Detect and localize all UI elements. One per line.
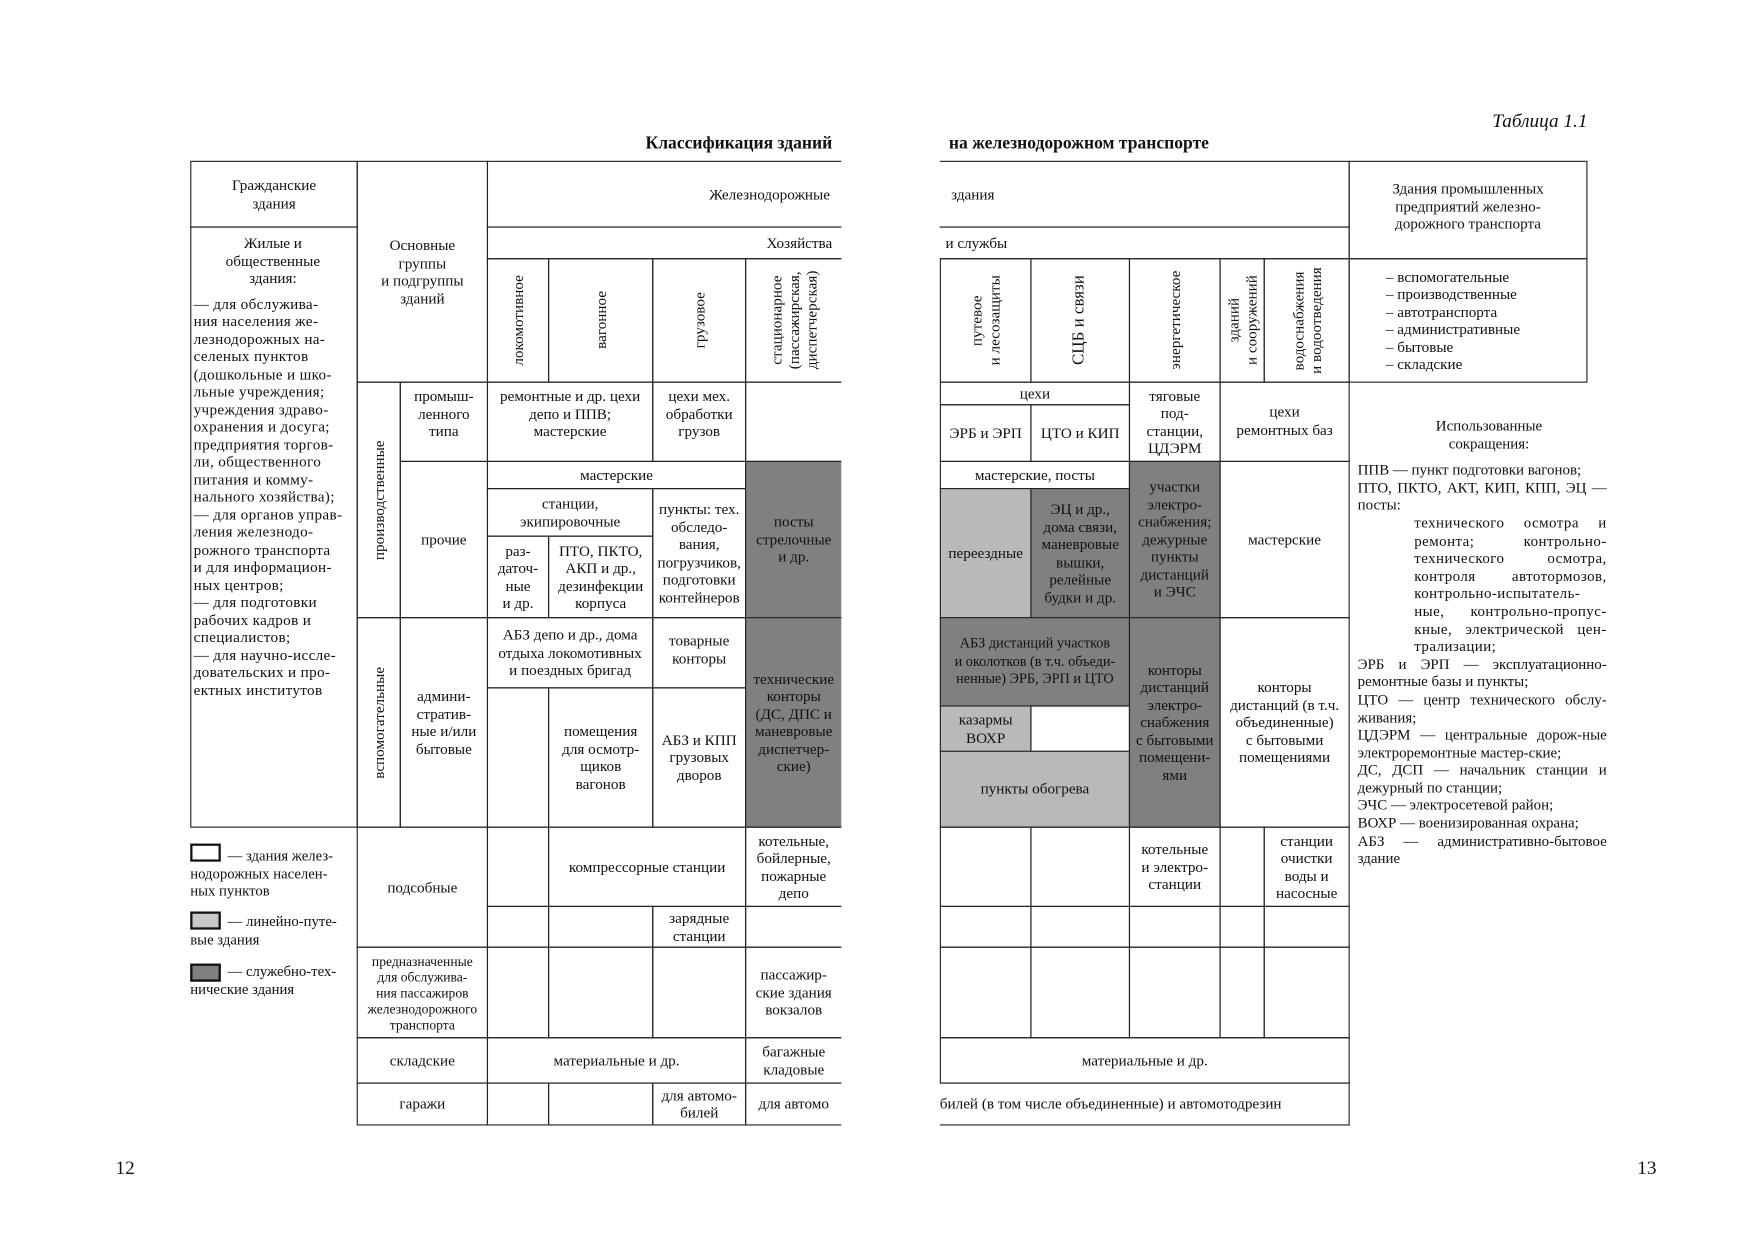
shops: цехи — [940, 382, 1130, 406]
header-water — [1264, 258, 1350, 383]
empty-cell — [487, 947, 549, 1039]
repair-bases: цехи ремонтных баз — [1219, 382, 1349, 462]
empty-cell — [487, 906, 549, 948]
empty-cell — [548, 906, 653, 948]
compressor-stations: компрессорные станции — [548, 827, 746, 907]
header-energy-text: энергетическое — [1165, 270, 1183, 370]
baggage-stores: багажные кладовые — [745, 1037, 841, 1083]
boilers-power: котельные и электро- станции — [1129, 827, 1221, 907]
production-text: производственные — [369, 440, 387, 560]
civil-buildings-header: Гражданские здания — [190, 161, 358, 228]
traction-substations: тяговые под- станции, ЦДЭРМ — [1129, 382, 1221, 462]
boiler-houses: котельные, бойлерные, пожарные депо — [745, 827, 841, 907]
inspector-rooms: помещения для осмотр- щиков вагонов — [548, 687, 653, 827]
inspection-points: пункты: тех. обследо- вания, погрузчиков, подготовки контейнеров — [652, 488, 746, 618]
empty-cell — [652, 947, 746, 1039]
header-scb — [1030, 258, 1130, 383]
empty-cell — [1264, 947, 1350, 1039]
crossings: переездные — [940, 488, 1032, 618]
header-station-text: стационарное (пассажирская, диспетчерская) — [767, 271, 820, 370]
legend-text: — служебно-тех- нические здания — [190, 962, 337, 997]
empty-cell — [487, 1082, 549, 1125]
empty-cell — [1030, 705, 1130, 751]
switch-posts: посты стрелочные и др. — [745, 461, 841, 618]
header-cargo-text: грузовое — [690, 292, 708, 349]
services-header-cont: и службы — [940, 226, 1350, 259]
goods-offices: товарные конторы — [652, 617, 746, 688]
groups-header: Основные группы и подгруппы зданий — [357, 161, 488, 383]
empty-cell — [548, 947, 653, 1039]
empty-cell — [1219, 947, 1264, 1039]
economy-header: Хозяйства — [487, 226, 841, 259]
header-track-text: путевое и лесозащиты — [968, 275, 1003, 366]
table-label: Таблица 1.1 — [1492, 109, 1588, 132]
workshops: мастерские — [487, 461, 746, 489]
civil-buildings-cell — [190, 226, 358, 827]
abz-kpp: АБЗ и КПП грузовых дворов — [652, 687, 746, 827]
industrial-enterprises-header: Здания промышленных предприятий железно- дорожного транспорта — [1349, 161, 1588, 260]
civil-body-heading: Жилые и общественные здания: — [225, 234, 321, 287]
header-scb-text: СЦБ и связи — [1070, 275, 1089, 366]
production-group — [357, 382, 401, 619]
header-track — [940, 258, 1032, 383]
header-wagon — [548, 258, 653, 383]
stations-equip: станции, экипировочные — [487, 488, 653, 537]
water-stations: станции очистки воды и насосные — [1264, 827, 1350, 907]
empty-cell — [487, 827, 549, 907]
passenger-service-group: предназначенные для обслужива- ния пассажиров железнодорожного транспорта — [357, 947, 488, 1039]
abbreviation-item: ПТО, ПКТО, АКТ, КИП, КПП, ЭЦ — посты: — [1357, 478, 1607, 514]
materials: материальные и др. — [487, 1037, 746, 1083]
admin-subgroup: админи- стратив- ные и/или бытовые — [400, 617, 488, 828]
garages-continued: билей (в том числе объединенные) и автомотодрезин — [940, 1082, 1350, 1125]
other-subgroup: прочие — [400, 461, 488, 618]
empty-cell — [1030, 906, 1130, 948]
for-cars-continued: для автомо — [745, 1082, 841, 1125]
subsidiary-group: подсобные — [357, 827, 488, 948]
distribution: раз- даточ- ные и др. — [487, 536, 549, 619]
header-loco-text: локомотивное — [509, 275, 527, 366]
header-loco — [487, 258, 549, 383]
table-title-right: на железнодорожном транспорте — [948, 133, 1209, 153]
charging-stations: зарядные станции — [652, 906, 746, 948]
abbreviation-item: ВОХР — военизированная охрана; — [1357, 814, 1579, 832]
cto-kip: ЦТО и КИП — [1030, 404, 1130, 462]
repair-shops: ремонтные и др. цехи депо и ППВ; мастерские — [487, 382, 653, 462]
empty-cell — [940, 827, 1032, 907]
abbreviations-title: Использованные сокращения: — [1435, 416, 1543, 452]
header-energy — [1129, 258, 1221, 383]
page-number-left: 12 — [115, 1157, 135, 1179]
station-buildings: пассажир- ские здания вокзалов — [745, 947, 841, 1039]
pto-pkto: ПТО, ПКТО, АКП и др., дезинфекции корпуса — [548, 536, 653, 619]
empty-cell — [1030, 827, 1130, 907]
empty-cell — [940, 906, 1032, 948]
workshops-right: мастерские — [1219, 461, 1349, 618]
abz-depot: АБЗ депо и др., дома отдыха локомотивных и поездных бригад — [487, 617, 653, 688]
empty-cell — [745, 906, 841, 948]
materials-right: материальные и др. — [940, 1037, 1350, 1083]
abbreviation-item: ЦТО — центр технического обслу-живания; — [1357, 690, 1607, 726]
empty-cell — [487, 687, 549, 827]
legend-text: — линейно-путе- вые здания — [190, 912, 337, 948]
industrial-list: – вспомогательные – производственные – автотранспорта – административные – бытовые – складские — [1349, 258, 1588, 383]
mech-shops: цехи мех. обработки грузов — [652, 382, 746, 462]
empty-cell — [1129, 906, 1221, 948]
empty-cell — [1264, 906, 1350, 948]
power-offices: конторы дистанций электро- снабжения с бытовыми помещени- ями — [1129, 617, 1221, 828]
abz-distances: АБЗ дистанций участков и околотков (в т.ч. объеди- ненные) ЭРБ, ЭРП и ЦТО — [940, 617, 1130, 706]
abbreviation-item: ДС, ДСП — начальник станции и дежурный по станции; — [1357, 761, 1607, 796]
header-water-text: водоснабжения и водоотведения — [1289, 267, 1324, 374]
abbreviation-item: ЭРБ и ЭРП — эксплуатационно-ремонтные базы и пункты; — [1357, 655, 1607, 690]
header-wagon-text: вагонное — [591, 291, 609, 350]
empty-cell — [745, 382, 841, 462]
abbreviation-item: ППВ — пункт подготовки вагонов; — [1357, 461, 1582, 479]
legend-text: — здания желез- нодорожных населен- ных пунктов — [190, 846, 334, 900]
empty-cell — [1219, 827, 1264, 907]
empty-cell — [548, 1082, 653, 1125]
distance-offices: конторы дистанций (в т.ч. объединенные) с бытовыми помещениями — [1219, 617, 1349, 828]
header-cargo — [652, 258, 746, 383]
abbreviation-item: АБЗ — административно-бытовое здание — [1357, 831, 1607, 867]
table-title-left: Классификация зданий — [645, 133, 833, 153]
abbreviations — [1358, 417, 1607, 867]
for-cars: для автомо- билей — [652, 1082, 746, 1125]
empty-cell — [940, 947, 1032, 1039]
abbreviation-item: ЦДЭРМ — центральные дорож-ные электроремонтные мастер-ские; — [1357, 725, 1607, 761]
auxiliary-group — [357, 617, 401, 828]
industrial-type: промыш- ленного типа — [400, 382, 488, 462]
header-station — [745, 258, 841, 383]
railway-header: Железнодорожные — [487, 161, 841, 228]
storage-group: складские — [357, 1037, 488, 1083]
page-number-right: 13 — [1637, 1157, 1657, 1179]
header-buildings-text: зданий и сооружений — [1224, 275, 1260, 366]
garages-group: гаражи — [357, 1082, 488, 1125]
header-buildings — [1219, 258, 1264, 383]
empty-cell — [1219, 906, 1264, 948]
tech-offices: технические конторы (ДС, ДПС и маневровые диспетчер- ские) — [745, 617, 841, 828]
abbreviation-item: ЭЧС — электросетевой район; — [1357, 796, 1554, 814]
empty-cell — [1030, 947, 1130, 1039]
power-sections: участки электро- снабжения; дежурные пункты дистанций и ЭЧС — [1129, 461, 1221, 618]
heating-points: пункты обогрева — [940, 751, 1130, 828]
empty-cell — [1129, 947, 1221, 1039]
barracks: казармы ВОХР — [940, 705, 1032, 751]
buildings-header-cont: здания — [940, 161, 1350, 228]
workshops-posts: мастерские, посты — [940, 461, 1130, 489]
abbreviation-item: технического осмотра и ремонта; контрольно-технического осмотра, контроля автотормозов, контрольно-испытатель-ные, контрольно-пропус-кные, электрической цен-трализации; — [1414, 514, 1607, 655]
erb-erp: ЭРБ и ЭРП — [940, 404, 1032, 462]
civil-body-list: — для обслужива- ния населения же- лезнодорожных на- селеных пунктов (дошкольные и шко- льные учреждения; учреждения здраво- охранения и досуга; предприятия торгов- ли, общественного питания и комму- нального хозяйства); — для органов управ- ления железнодо- рожного транспорта и для информацион- ных центров; — для подготовки рабочих кадров и специалистов; — для научно-иссле- довательских и про- ектных институтов — [193, 294, 343, 699]
auxiliary-text: вспомогательные — [369, 666, 387, 779]
ec-posts: ЭЦ и др., дома связи, маневровые вышки, релейные будки и др. — [1030, 488, 1130, 618]
